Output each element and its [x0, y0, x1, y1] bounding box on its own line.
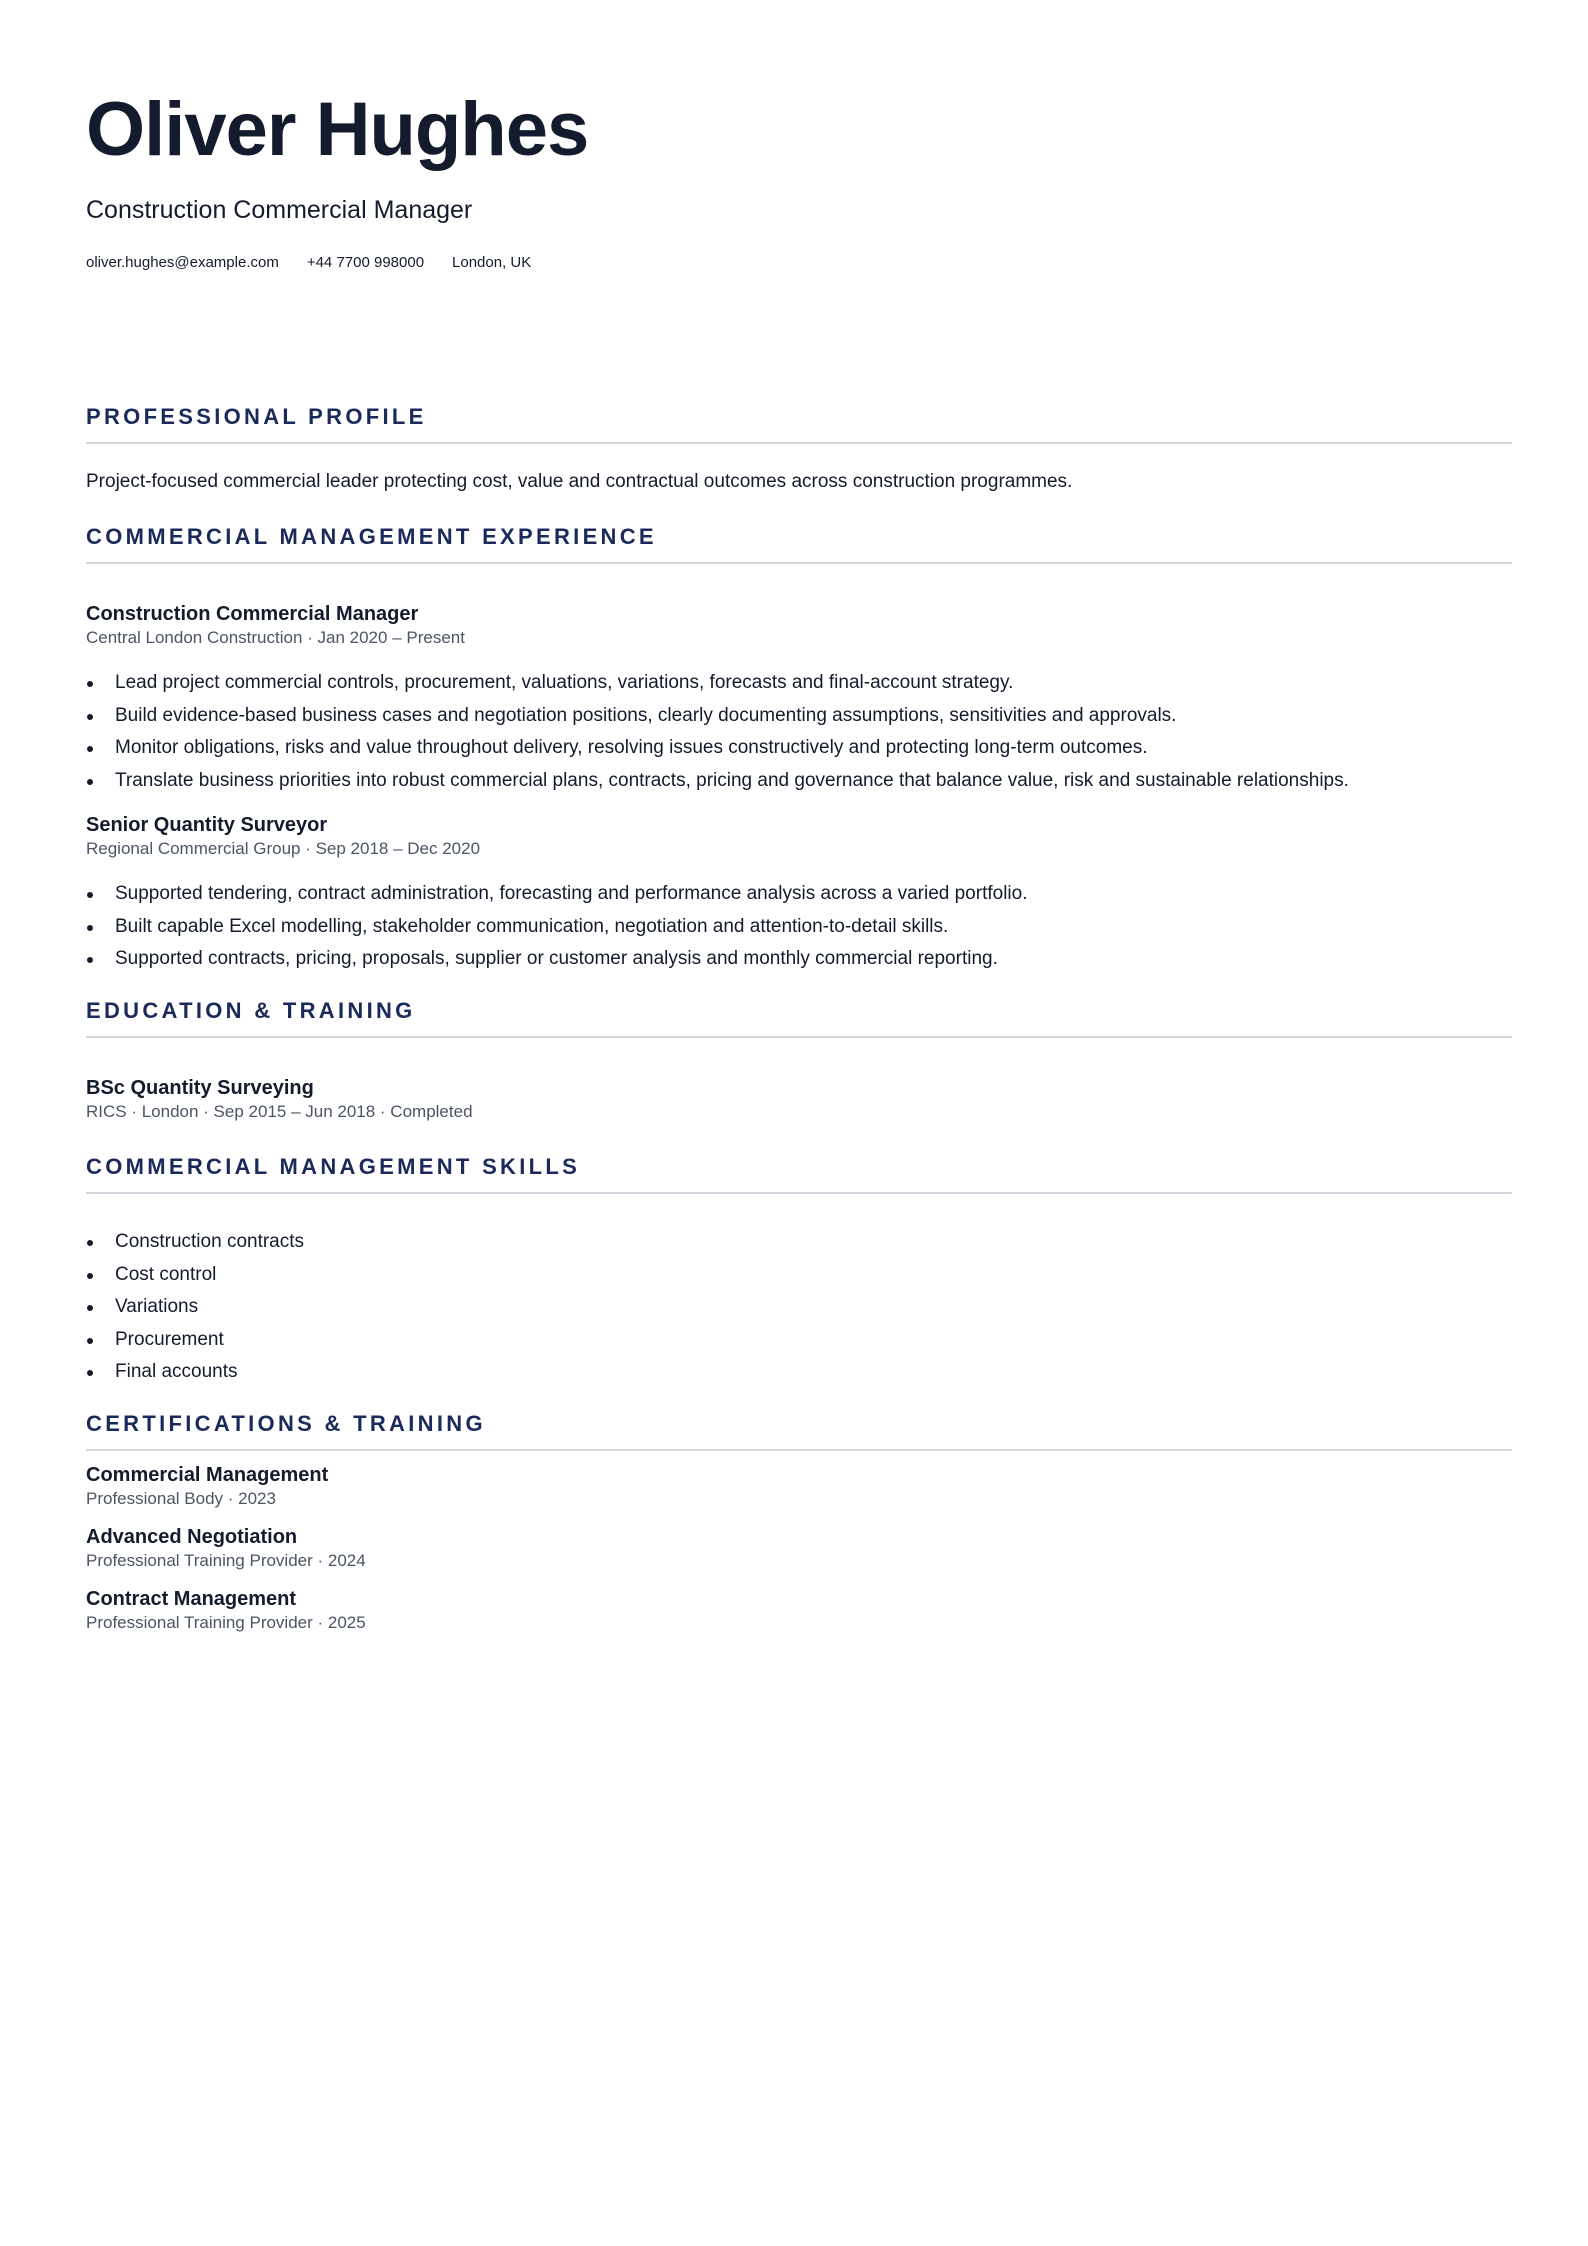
- job-bullets: [86, 881, 1028, 979]
- list-item: Translate business priorities into robust commercial plans, contracts, pricing and governance that balance value, risk and sustainable relationships.: [86, 768, 1349, 801]
- bullet-icon: [87, 779, 93, 785]
- job-bullets: [86, 670, 1349, 800]
- certification-title: Advanced Negotiation: [86, 1526, 298, 1548]
- list-item: Build evidence-based business cases and negotiation positions, clearly documenting assumptions, sensitivities and approvals.: [86, 703, 1349, 736]
- bullet-icon: [87, 1338, 93, 1344]
- contact-info: [86, 254, 531, 271]
- certification-meta: Professional Training Provider · 2025: [86, 1613, 366, 1632]
- list-item: Lead project commercial controls, procurement, valuations, variations, forecasts and final-account strategy.: [86, 670, 1349, 703]
- list-item: Construction contracts: [86, 1229, 304, 1262]
- list-item: Procurement: [86, 1327, 304, 1360]
- list-item: Supported tendering, contract administration, forecasting and performance analysis across a varied portfolio.: [86, 881, 1028, 914]
- candidate-title: Construction Commercial Manager: [86, 196, 473, 224]
- list-item: Built capable Excel modelling, stakeholder communication, negotiation and attention-to-detail skills.: [86, 914, 1028, 947]
- certification-title: Contract Management: [86, 1588, 297, 1610]
- bullet-icon: [87, 957, 93, 963]
- section-heading-skills: COMMERCIAL MANAGEMENT SKILLS: [86, 1154, 1512, 1194]
- bullet-icon: [87, 925, 93, 931]
- job-title: Construction Commercial Manager: [86, 603, 419, 625]
- certification-meta: Professional Body · 2023: [86, 1489, 276, 1508]
- contact-email: oliver.hughes@example.com: [86, 254, 279, 271]
- bullet-icon: [87, 1240, 93, 1246]
- skills-list: [86, 1229, 304, 1392]
- list-item: Supported contracts, pricing, proposals, supplier or customer analysis and monthly commercial reporting.: [86, 946, 1028, 979]
- candidate-name: Oliver Hughes: [86, 87, 589, 172]
- bullet-icon: [87, 714, 93, 720]
- list-item: Variations: [86, 1294, 304, 1327]
- section-heading-education: EDUCATION & TRAINING: [86, 998, 1512, 1038]
- profile-summary: Project-focused commercial leader protecting cost, value and contractual outcomes across construction programmes.: [86, 471, 1073, 492]
- job-meta: Regional Commercial Group · Sep 2018 – Dec 2020: [86, 839, 481, 858]
- job-title: Senior Quantity Surveyor: [86, 814, 328, 836]
- certification-title: Commercial Management: [86, 1464, 329, 1486]
- bullet-icon: [87, 1305, 93, 1311]
- contact-location: London, UK: [452, 254, 532, 271]
- certification-meta: Professional Training Provider · 2024: [86, 1551, 366, 1570]
- bullet-icon: [87, 892, 93, 898]
- section-heading-experience: COMMERCIAL MANAGEMENT EXPERIENCE: [86, 524, 1512, 564]
- list-item: Final accounts: [86, 1359, 304, 1392]
- section-heading-certifications: CERTIFICATIONS & TRAINING: [86, 1411, 1512, 1451]
- section-heading-profile: PROFESSIONAL PROFILE: [86, 404, 1512, 444]
- education-meta: RICS · London · Sep 2015 – Jun 2018 · Completed: [86, 1102, 473, 1121]
- bullet-icon: [87, 746, 93, 752]
- list-item: Monitor obligations, risks and value throughout delivery, resolving issues constructively and protecting long-term outcomes.: [86, 735, 1349, 768]
- bullet-icon: [87, 681, 93, 687]
- list-item: Cost control: [86, 1262, 304, 1295]
- education-title: BSc Quantity Surveying: [86, 1077, 314, 1099]
- bullet-icon: [87, 1370, 93, 1376]
- bullet-icon: [87, 1273, 93, 1279]
- job-meta: Central London Construction · Jan 2020 – Present: [86, 628, 465, 647]
- contact-phone: +44 7700 998000: [306, 254, 425, 271]
